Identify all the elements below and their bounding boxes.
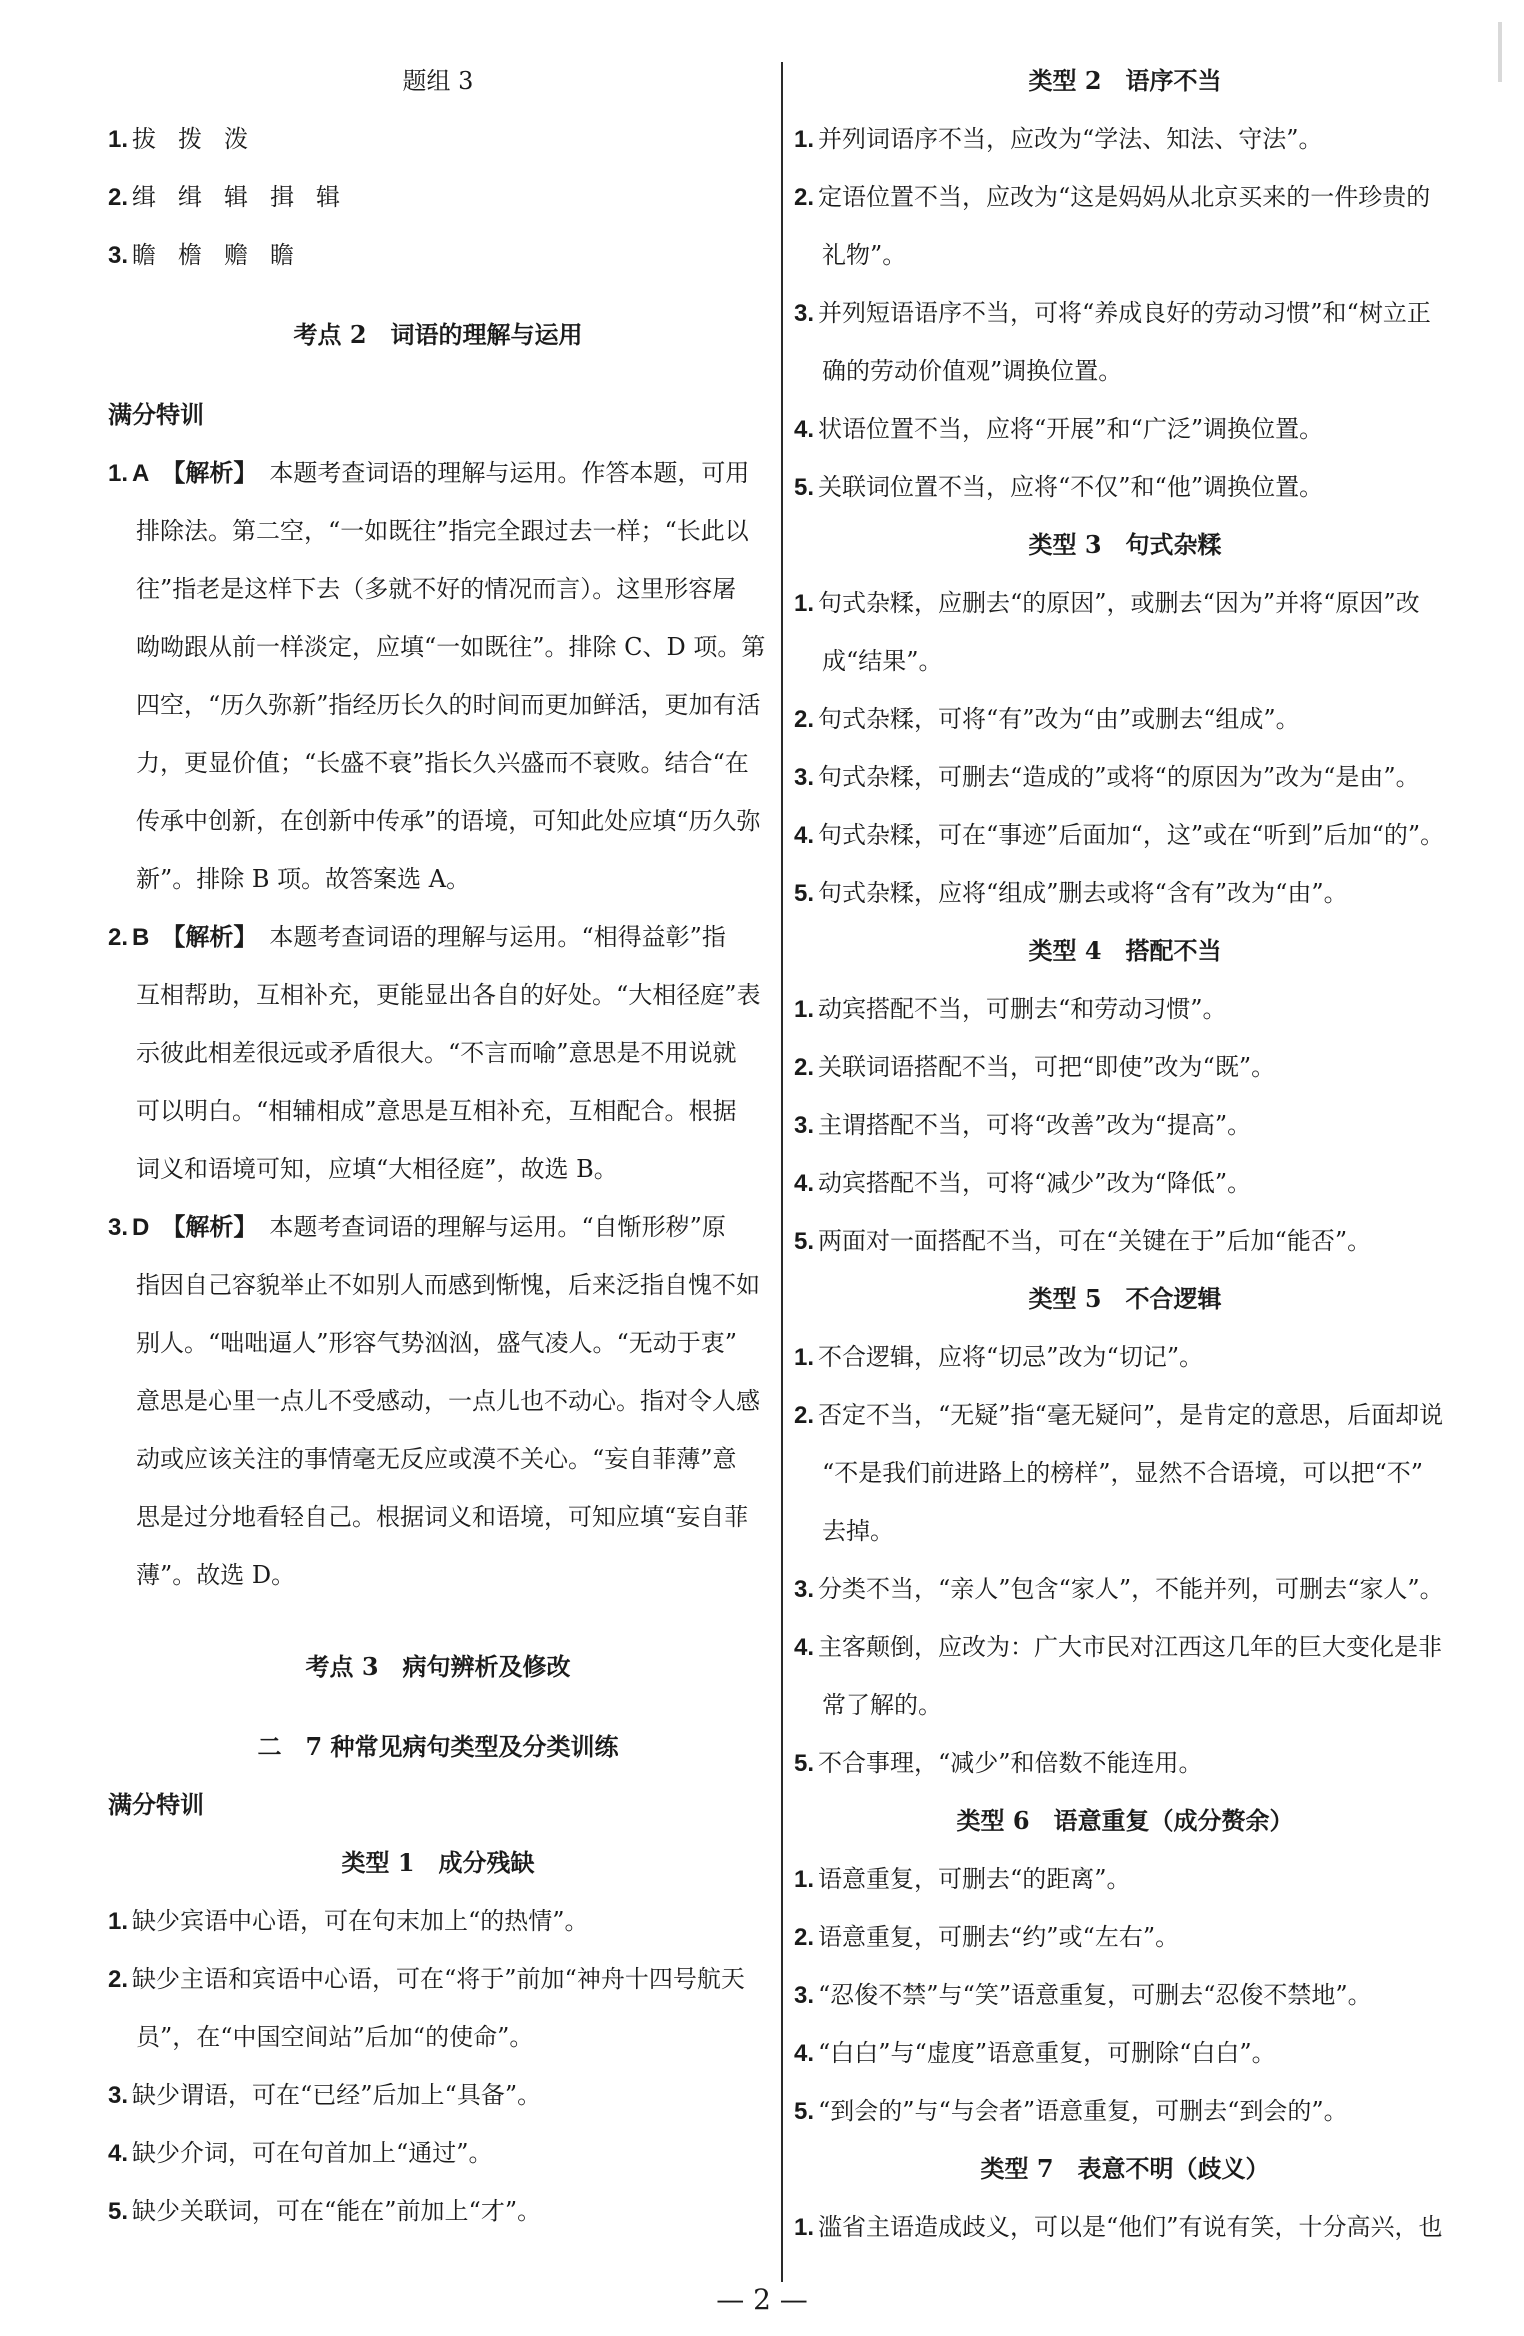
- explanation-text: 力，更显价值；“长盛不衰”指长久兴盛而不衰败。结合“在: [136, 749, 749, 777]
- left-column: [108, 52, 768, 2240]
- type1-list: [108, 1892, 768, 2240]
- explanation-continuation: [108, 618, 768, 676]
- item-text: 否定不当，“无疑”指“毫无疑问”，是肯定的意思，后面却说: [818, 1401, 1444, 1429]
- item-text: 不合逻辑，应将“切忌”改为“切记”。: [818, 1343, 1204, 1371]
- explanation-continuation: [108, 1256, 768, 1314]
- section2-title: 二 7 种常见病句类型及分类训练: [257, 1732, 619, 1761]
- item-text: “到会的”与“与会者”语意重复，可删去“到会的”。: [818, 2097, 1348, 2125]
- list-item-continuation: [794, 632, 1456, 690]
- explanation-continuation: [108, 1314, 768, 1372]
- item-text: 去掉。: [822, 1517, 894, 1545]
- char: 揖: [270, 183, 295, 211]
- item-text: 并列词语序不当，应改为“学法、知法、守法”。: [818, 125, 1323, 153]
- explanation-text: 往”指老是这样下去（多就不好的情况而言）。这里形容屠: [136, 575, 737, 603]
- item-text: 并列短语语序不当，可将“养成良好的劳动习惯”和“树立正: [818, 299, 1431, 327]
- explanation-text: 思是过分地看轻自己。根据词义和语境，可知应填“妄自菲: [136, 1503, 749, 1531]
- manfen-heading-2: 满分特训: [108, 1790, 204, 1819]
- item-text: 关联词语搭配不当，可把“即使”改为“既”。: [818, 1053, 1276, 1081]
- item-text: 句式杂糅，可在“事迹”后面加“，这”或在“听到”后加“的”。: [818, 821, 1445, 849]
- group3-title: 题组 3: [402, 67, 474, 95]
- explanation-continuation: [108, 966, 768, 1024]
- explanation-continuation: [108, 1488, 768, 1546]
- answer-letter: B: [132, 924, 150, 951]
- type6-title: 类型 6 语意重复（成分赘余）: [956, 1806, 1294, 1835]
- item-text: 动宾搭配不当，可将“减少”改为“降低”。: [818, 1169, 1252, 1197]
- list-item: [108, 1950, 768, 2008]
- item-text: “白白”与“虚度”语意重复，可删除“白白”。: [818, 2039, 1276, 2067]
- item-text: 动宾搭配不当，可删去“和劳动习惯”。: [818, 995, 1227, 1023]
- list-item: [108, 2066, 768, 2124]
- list-item: [794, 168, 1456, 226]
- explanation-continuation: [108, 1430, 768, 1488]
- explanation-text: 呦呦跟从前一样淡定，应填“一如既往”。排除 C、D 项。第: [136, 633, 766, 661]
- explanation-continuation: [108, 850, 768, 908]
- char: 拔: [132, 125, 157, 153]
- list-item-continuation: [794, 1502, 1456, 1560]
- analysis-tag: 【解析】: [161, 922, 258, 951]
- explanation-continuation: [108, 676, 768, 734]
- item-number: 3.: [108, 2082, 129, 2109]
- list-item-continuation: [794, 1676, 1456, 1734]
- explanation-text: 本题考查词语的理解与运用。“自惭形秽”原: [269, 1213, 726, 1241]
- char-row: [108, 226, 768, 284]
- list-item: [794, 1908, 1456, 1966]
- type1-title: 类型 1 成分残缺: [341, 1848, 535, 1877]
- type3-title: 类型 3 句式杂糅: [1028, 530, 1222, 559]
- list-item: [794, 806, 1456, 864]
- type5-list: [794, 1328, 1456, 1792]
- right-column: [794, 52, 1456, 2256]
- list-item: [794, 864, 1456, 922]
- item-number: 3.: [794, 1576, 815, 1603]
- item-text: 主客颠倒，应改为：广大市民对江西这几年的巨大变化是非: [818, 1633, 1443, 1661]
- manfen-heading-1: 满分特训: [108, 400, 204, 429]
- list-item: [794, 2082, 1456, 2140]
- item-number: 5.: [108, 2198, 129, 2225]
- group3-list: [108, 110, 768, 284]
- explanation-text: 新”。排除 B 项。故答案选 A。: [136, 865, 471, 893]
- list-item: [794, 284, 1456, 342]
- item-number: 2.: [794, 1924, 815, 1951]
- item-number: 3.: [108, 1214, 129, 1241]
- char: 辑: [316, 183, 341, 211]
- list-item: [794, 748, 1456, 806]
- item-text: 语意重复，可删去“的距离”。: [818, 1865, 1131, 1893]
- char-row: [108, 168, 768, 226]
- explanation-continuation: [108, 792, 768, 850]
- item-number: 2.: [108, 184, 129, 211]
- list-item: [108, 1892, 768, 1950]
- item-text: 句式杂糅，可将“有”改为“由”或删去“组成”。: [818, 705, 1300, 733]
- item-number: 1.: [794, 1344, 815, 1371]
- explanation-text: 别人。“咄咄逼人”形容气势汹汹，盛气凌人。“无动于衷”: [136, 1329, 738, 1357]
- item-text: 确的劳动价值观”调换位置。: [822, 357, 1123, 385]
- list-item: [794, 1154, 1456, 1212]
- list-item-continuation: [794, 226, 1456, 284]
- item-text: 定语位置不当，应改为“这是妈妈从北京买来的一件珍贵的: [818, 183, 1431, 211]
- analysis-tag: 【解析】: [161, 1212, 258, 1241]
- list-item: [794, 458, 1456, 516]
- item-number: 3.: [794, 300, 815, 327]
- page-edge-mark: [1498, 22, 1502, 82]
- list-item: [794, 1038, 1456, 1096]
- explanation-continuation: [108, 502, 768, 560]
- item-text: 滥省主语造成歧义，可以是“他们”有说有笑，十分高兴，也: [818, 2213, 1443, 2241]
- list-item: [794, 1618, 1456, 1676]
- list-item: [794, 2024, 1456, 2082]
- item-text: 缺少关联词，可在“能在”前加上“才”。: [132, 2197, 542, 2225]
- item-number: 2.: [108, 1966, 129, 1993]
- item-text: 两面对一面搭配不当，可在“关键在于”后加“能否”。: [818, 1227, 1372, 1255]
- item-number: 1.: [108, 1908, 129, 1935]
- item-number: 4.: [794, 416, 815, 443]
- char: 赡: [224, 241, 249, 269]
- item-number: 3.: [794, 1112, 815, 1139]
- item-number: 1.: [794, 1866, 815, 1893]
- item-number: 2.: [794, 706, 815, 733]
- explanation-continuation: [108, 560, 768, 618]
- list-item-continuation: [108, 2008, 768, 2066]
- explanation-text: 意思是心里一点儿不受感动，一点儿也不动心。指对令人感: [136, 1387, 760, 1415]
- explanation-continuation: [108, 734, 768, 792]
- explanation-continuation: [108, 1140, 768, 1198]
- explanation-continuation: [108, 1024, 768, 1082]
- list-item-continuation: [794, 1444, 1456, 1502]
- item-text: 主谓搭配不当，可将“改善”改为“提高”。: [818, 1111, 1252, 1139]
- item-text: 句式杂糅，可删去“造成的”或将“的原因为”改为“是由”。: [818, 763, 1420, 791]
- list-item: [108, 2124, 768, 2182]
- item-number: 1.: [108, 126, 129, 153]
- item-text: 句式杂糅，应删去“的原因”，或删去“因为”并将“原因”改: [818, 589, 1420, 617]
- list-item: [794, 400, 1456, 458]
- list-item-continuation: [794, 342, 1456, 400]
- item-text: 状语位置不当，应将“开展”和“广泛”调换位置。: [818, 415, 1324, 443]
- analysis-tag: 【解析】: [161, 458, 258, 487]
- item-number: 4.: [108, 2140, 129, 2167]
- char: 泼: [224, 125, 249, 153]
- type2-list: [794, 110, 1456, 516]
- list-item: [794, 690, 1456, 748]
- item-text: 缺少介词，可在句首加上“通过”。: [132, 2139, 493, 2167]
- answer-letter: A: [132, 460, 150, 487]
- explanation-text: 薄”。故选 D。: [136, 1561, 296, 1589]
- item-text: 缺少主语和宾语中心语，可在“将于”前加“神舟十四号航天: [132, 1965, 745, 1993]
- item-number: 4.: [794, 1170, 815, 1197]
- page-number: — 2 —: [716, 2283, 808, 2316]
- explanation-continuation: [108, 1082, 768, 1140]
- type3-list: [794, 574, 1456, 922]
- item-text: 常了解的。: [822, 1691, 942, 1719]
- explanation-text: 可以明白。“相辅相成”意思是互相补充，互相配合。根据: [136, 1097, 737, 1125]
- item-number: 3.: [108, 242, 129, 269]
- char-row: [108, 110, 768, 168]
- list-item: [794, 1096, 1456, 1154]
- answer-letter: D: [132, 1214, 150, 1241]
- list-item: [794, 1212, 1456, 1270]
- char: 缉: [132, 183, 157, 211]
- list-item: [794, 1328, 1456, 1386]
- item-text: 语意重复，可删去“约”或“左右”。: [818, 1923, 1180, 1951]
- item-number: 3.: [794, 1982, 815, 2009]
- item-number: 1.: [794, 996, 815, 1023]
- item-text: 句式杂糅，应将“组成”删去或将“含有”改为“由”。: [818, 879, 1348, 907]
- explanation-text: 排除法。第二空，“一如既往”指完全跟过去一样；“长此以: [136, 517, 749, 545]
- explanation-text: 本题考查词语的理解与运用。“相得益彰”指: [269, 923, 726, 951]
- char: 檐: [178, 241, 203, 269]
- item-number: 1.: [794, 2214, 815, 2241]
- item-text: 成“结果”。: [822, 647, 943, 675]
- type4-title: 类型 4 搭配不当: [1028, 936, 1222, 965]
- item-number: 1.: [108, 460, 129, 487]
- char: 瞻: [270, 241, 295, 269]
- list-item: [794, 574, 1456, 632]
- list-item: [794, 1734, 1456, 1792]
- explanation-text: 互相帮助，互相补充，更能显出各自的好处。“大相径庭”表: [136, 981, 761, 1009]
- char: 拨: [178, 125, 203, 153]
- explanation-line: [108, 908, 768, 966]
- item-number: 2.: [794, 1054, 815, 1081]
- explanation-continuation: [108, 1372, 768, 1430]
- column-divider: [781, 62, 783, 2282]
- explanation-line: [108, 444, 768, 502]
- explanation-text: 示彼此相差很远或矛盾很大。“不言而喻”意思是不用说就: [136, 1039, 737, 1067]
- explanation-text: 动或应该关注的事情毫无反应或漠不关心。“妄自菲薄”意: [136, 1445, 737, 1473]
- item-text: 礼物”。: [822, 241, 907, 269]
- list-item: [794, 1560, 1456, 1618]
- explanation-text: 词义和语境可知，应填“大相径庭”，故选 B。: [136, 1155, 618, 1183]
- item-number: 4.: [794, 822, 815, 849]
- type7-list: [794, 2198, 1456, 2256]
- item-number: 5.: [794, 2098, 815, 2125]
- explanation-continuation: [108, 1546, 768, 1604]
- question-2-explanation: [108, 908, 768, 1198]
- list-item: [794, 980, 1456, 1038]
- explanation-text: 四空，“历久弥新”指经历长久的时间而更加鲜活，更加有活: [136, 691, 761, 719]
- item-number: 1.: [794, 126, 815, 153]
- item-number: 1.: [794, 590, 815, 617]
- item-number: 2.: [108, 924, 129, 951]
- item-text: 缺少谓语，可在“已经”后加上“具备”。: [132, 2081, 542, 2109]
- explanation-line: [108, 1198, 768, 1256]
- char: 瞻: [132, 241, 157, 269]
- kaodian2-title: 考点 2 词语的理解与运用: [293, 320, 583, 349]
- item-number: 2.: [794, 1402, 815, 1429]
- item-number: 5.: [794, 1750, 815, 1777]
- item-text: 分类不当，“亲人”包含“家人”，不能并列，可删去“家人”。: [818, 1575, 1444, 1603]
- type2-title: 类型 2 语序不当: [1028, 66, 1222, 95]
- type7-title: 类型 7 表意不明（歧义）: [980, 2154, 1270, 2183]
- char: 缉: [178, 183, 203, 211]
- type5-title: 类型 5 不合逻辑: [1028, 1284, 1222, 1313]
- char: 辑: [224, 183, 249, 211]
- explanation-text: 本题考查词语的理解与运用。作答本题，可用: [269, 459, 750, 487]
- item-number: 5.: [794, 1228, 815, 1255]
- type6-list: [794, 1850, 1456, 2140]
- item-text: 缺少宾语中心语，可在句末加上“的热情”。: [132, 1907, 589, 1935]
- list-item: [794, 1966, 1456, 2024]
- explanation-text: 指因自己容貌举止不如别人而感到惭愧，后来泛指自愧不如: [136, 1271, 760, 1299]
- type4-list: [794, 980, 1456, 1270]
- question-1-explanation: [108, 444, 768, 908]
- list-item: [794, 2198, 1456, 2256]
- list-item: [794, 1386, 1456, 1444]
- item-number: 4.: [794, 1634, 815, 1661]
- item-number: 5.: [794, 474, 815, 501]
- item-number: 3.: [794, 764, 815, 791]
- explanation-text: 传承中创新，在创新中传承”的语境，可知此处应填“历久弥: [136, 807, 761, 835]
- item-text: 不合事理，“减少”和倍数不能连用。: [818, 1749, 1203, 1777]
- item-text: “不是我们前进路上的榜样”，显然不合语境，可以把“不”: [822, 1459, 1424, 1487]
- list-item: [794, 110, 1456, 168]
- list-item: [794, 1850, 1456, 1908]
- item-text: 员”，在“中国空间站”后加“的使命”。: [136, 2023, 534, 2051]
- kaodian3-title: 考点 3 病句辨析及修改: [305, 1652, 571, 1681]
- list-item: [108, 2182, 768, 2240]
- question-3-explanation: [108, 1198, 768, 1604]
- item-number: 4.: [794, 2040, 815, 2067]
- item-text: “忍俊不禁”与“笑”语意重复，可删去“忍俊不禁地”。: [818, 1981, 1372, 2009]
- item-text: 关联词位置不当，应将“不仅”和“他”调换位置。: [818, 473, 1324, 501]
- item-number: 5.: [794, 880, 815, 907]
- item-number: 2.: [794, 184, 815, 211]
